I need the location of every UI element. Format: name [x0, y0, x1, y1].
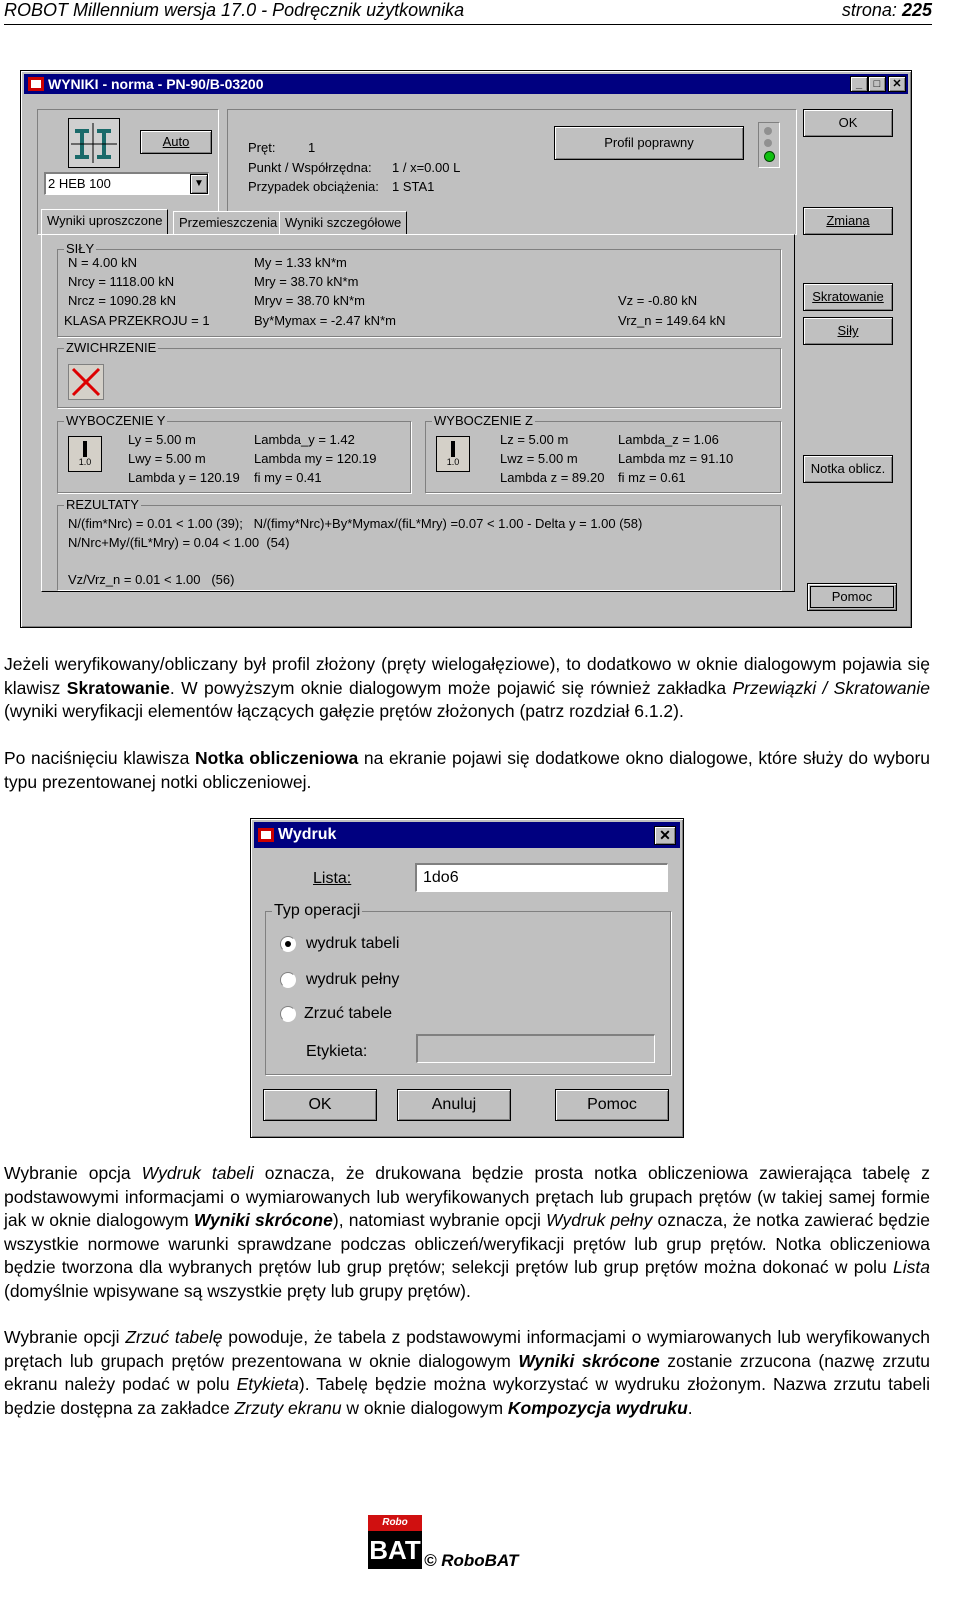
wyniki-title: WYNIKI - norma - PN-90/B-03200 — [48, 76, 264, 92]
results-tabs — [41, 211, 801, 235]
logo-top-band: Robo — [368, 1515, 422, 1531]
etykieta-input[interactable] — [416, 1034, 655, 1063]
zwichrzenie-legend: ZWICHRZENIE — [66, 340, 157, 355]
paragraph-wydruk-options: Wybranie opcja Wydruk tabeli oznacza, że drukowana będzie prosta notka obliczeniowa zawierająca tabelę z podstawowymi informacjami o wymiarowanych lub weryfikowanych prętach lub grupach prętów (w takiej samej formie jak w oknie dialogowym Wyniki skrócone), natomiast wybranie opcji Wydruk pełny oznacza, że notka zawierać będzie wszystkie normowe warunki sprawdzane podczas obliczeń/weryfikacji prętów lub grup prętów. Notka obliczeniowa będzie tworzona dla wybranych prętów lub grup prętów; selekcji prętów lub grup prętów można dokonać w polu Lista (domyślnie wpisywane są wszystkie pręty lub grupy prętów). — [4, 1163, 930, 1301]
lambda-y-rel-value: Lambda_y = 1.42 — [254, 432, 355, 447]
wydruk-title: Wydruk — [278, 826, 337, 843]
fi-mz-value: fi mz = 0.61 — [618, 470, 686, 485]
fi-my-value: fi my = 0.41 — [254, 470, 322, 485]
typ-operacji-group — [265, 902, 671, 1075]
radio-wydruk-tabeli[interactable] — [280, 936, 296, 952]
tab-wyniki-uproszczone[interactable]: Wyniki uproszczone — [41, 209, 168, 234]
skratowanie-button[interactable]: Skratowanie — [803, 283, 893, 311]
paragraph-notka: Po naciśnięciu klawisza Notka obliczeniowa na ekranie pojawi się dodatkowe okno dialogowe, które służy do wyboru typu prezentowanej notki obliczeniowej. — [4, 748, 930, 792]
page-header — [4, 0, 932, 24]
mryv-value: Mryv = 38.70 kN*m — [254, 293, 365, 308]
maximize-icon[interactable]: □ — [868, 76, 886, 92]
radio-zrzuc-tabele[interactable] — [280, 1006, 296, 1022]
status-light-off — [764, 127, 772, 135]
ly-value: Ly = 5.00 m — [128, 432, 196, 447]
typ-operacji-legend: Typ operacji — [274, 902, 361, 919]
red-cross-icon — [69, 365, 103, 399]
paragraph-skratowanie: Jeżeli weryfikowany/obliczany był profil złożony (pręty wielogałęziowe), to dodatkowo w oknie dialogowym pojawia się klawisz Skratowanie. W powyższym oknie dialogowym może pojawić się również zakładka Przewiązki / Skratowanie (wyniki weryfikacji elementów łączących gałęzie prętów złożonych (patrz rozdział 6.1.2). — [4, 654, 930, 721]
tab-wyniki-szczegolowe[interactable]: Wyniki szczegółowe — [279, 211, 407, 234]
lz-value: Lz = 5.00 m — [500, 432, 569, 447]
lista-input[interactable]: 1do6 — [415, 863, 668, 892]
wyboczenie-z-group — [425, 413, 781, 493]
status-light-off — [764, 139, 772, 147]
i-beam-icon — [69, 119, 119, 167]
ok-button[interactable]: OK — [803, 109, 893, 137]
footer — [368, 1515, 568, 1613]
lwy-value: Lwy = 5.00 m — [128, 451, 206, 466]
logo-bat: BAT — [369, 1535, 421, 1565]
tab-przemieszczenia[interactable]: Przemieszczenia — [173, 211, 283, 234]
sily-button[interactable]: Siły — [803, 317, 893, 345]
header-divider — [4, 24, 932, 25]
chevron-down-icon[interactable]: ▼ — [190, 174, 208, 194]
paragraph-zrzuc-tabele: Wybranie opcji Zrzuć tabelę powoduje, że tabela z podstawowymi informacjami o wymiarowanych lub weryfikowanych prętach lub grupach prętów prezentowana w oknie dialogowym Wyniki skrócone zostanie zrzucona (nazwę zrzutu ekranu należy podać w polu Etykieta). Tabelę będzie można wykorzystać w wydruku złożonym. Nazwa zrzutu tabeli będzie dostępna za zakładce Zrzuty ekranu w oknie dialogowym Kompozycja wydruku. — [4, 1327, 931, 1418]
klasa-przekroju: KLASA PRZEKROJU = 1 — [64, 313, 210, 328]
app-icon — [258, 828, 274, 842]
lambda-y-value: Lambda y = 120.19 — [128, 470, 240, 485]
status-lights — [758, 122, 780, 168]
wyboczenie-y-legend: WYBOCZENIE Y — [66, 413, 166, 428]
copyright: © RoboBAT — [424, 1551, 519, 1570]
rezultaty-group — [57, 497, 781, 590]
notka-obliczeniowa-button[interactable]: Notka oblicz. — [803, 455, 893, 483]
app-icon — [28, 77, 44, 91]
lista-label: Lista: — [313, 870, 352, 887]
lambda-my-value: Lambda my = 120.19 — [254, 451, 377, 466]
pret-value: 1 — [308, 140, 316, 155]
wyboczenie-y-group — [57, 413, 411, 493]
wydruk-dialog — [250, 818, 684, 1138]
sily-legend: SIŁY — [66, 241, 95, 256]
minimize-icon[interactable]: _ — [850, 76, 868, 92]
rezultat-line-2: N/Nrc+My/(fiL*Mry) = 0.04 < 1.00 (54) — [68, 535, 290, 550]
page-number: strona: 225 — [841, 0, 932, 20]
lambda-mz-value: Lambda mz = 91.10 — [618, 451, 734, 466]
mry-value: Mry = 38.70 kN*m — [254, 274, 359, 289]
status-light-green — [764, 151, 775, 162]
etykieta-label: Etykieta: — [306, 1043, 368, 1060]
opt-wydruk-tabeli[interactable]: wydruk tabeli — [306, 935, 400, 952]
nrcz-value: Nrcz = 1090.28 kN — [68, 293, 177, 308]
opt-wydruk-pelny[interactable]: wydruk pełny — [306, 971, 400, 988]
wydruk-anuluj-button[interactable]: Anuluj — [397, 1089, 511, 1121]
nrcy-value: Nrcy = 1118.00 kN — [68, 274, 175, 289]
pret-label: Pręt: — [248, 140, 276, 155]
disabled-x-icon — [68, 364, 104, 400]
wyniki-dialog — [20, 70, 912, 628]
auto-button[interactable]: Auto — [140, 130, 212, 154]
buckling-y-icon: 1.0 — [68, 436, 102, 472]
rezultat-line-1: N/(fim*Nrc) = 0.01 < 1.00 (39); N/(fimy*Nrc)+By*Mymax/(fiL*Mry) =0.07 < 1.00 - Delta y = 1.00 (58) — [68, 516, 643, 531]
punkt-label: Punkt / Współrzędna: — [248, 160, 372, 175]
wyboczenie-z-legend: WYBOCZENIE Z — [434, 413, 533, 428]
my-value: My = 1.33 kN*m — [254, 255, 347, 270]
przypadek-label: Przypadek obciążenia: — [248, 179, 379, 194]
zwichrzenie-group — [57, 340, 781, 408]
lambda-z-rel-value: Lambda_z = 1.06 — [618, 432, 719, 447]
profile-status-button[interactable]: Profil poprawny — [554, 126, 744, 160]
zmiana-button[interactable]: Zmiana — [803, 207, 893, 235]
profile-select[interactable]: 2 HEB 100 ▼ — [44, 172, 209, 195]
n-value: N = 4.00 kN — [68, 255, 138, 270]
wydruk-pomoc-button[interactable]: Pomoc — [555, 1089, 669, 1121]
manual-title: ROBOT Millennium wersja 17.0 - Podręcznik użytkownika — [4, 0, 465, 20]
by-mymax-value: By*Mymax = -2.47 kN*m — [254, 313, 396, 328]
radio-wydruk-pelny[interactable] — [280, 972, 296, 988]
lambda-z-value: Lambda z = 89.20 — [500, 470, 605, 485]
close-icon[interactable]: ✕ — [888, 76, 906, 92]
punkt-value: 1 / x=0.00 L — [392, 160, 461, 175]
lwz-value: Lwz = 5.00 m — [500, 451, 578, 466]
rezultat-line-3: Vz/Vrz_n = 0.01 < 1.00 (56) — [68, 572, 235, 587]
robobat-logo — [368, 1515, 422, 1569]
vrz-value: Vrz_n = 149.64 kN — [618, 313, 726, 328]
wydruk-ok-button[interactable]: OK — [263, 1089, 377, 1121]
close-icon[interactable]: ✕ — [654, 826, 676, 845]
rezultaty-legend: REZULTATY — [66, 497, 139, 512]
vz-value: Vz = -0.80 kN — [618, 293, 698, 308]
pomoc-button[interactable]: Pomoc — [807, 583, 897, 611]
opt-zrzuc-tabele[interactable]: Zrzuć tabele — [304, 1005, 393, 1022]
przypadek-value: 1 STA1 — [392, 179, 435, 194]
buckling-z-icon: 1.0 — [436, 436, 470, 472]
wyniki-titlebar — [24, 74, 908, 94]
sily-group — [57, 241, 781, 337]
wydruk-titlebar — [254, 822, 680, 848]
beam-section-icon — [68, 118, 120, 168]
